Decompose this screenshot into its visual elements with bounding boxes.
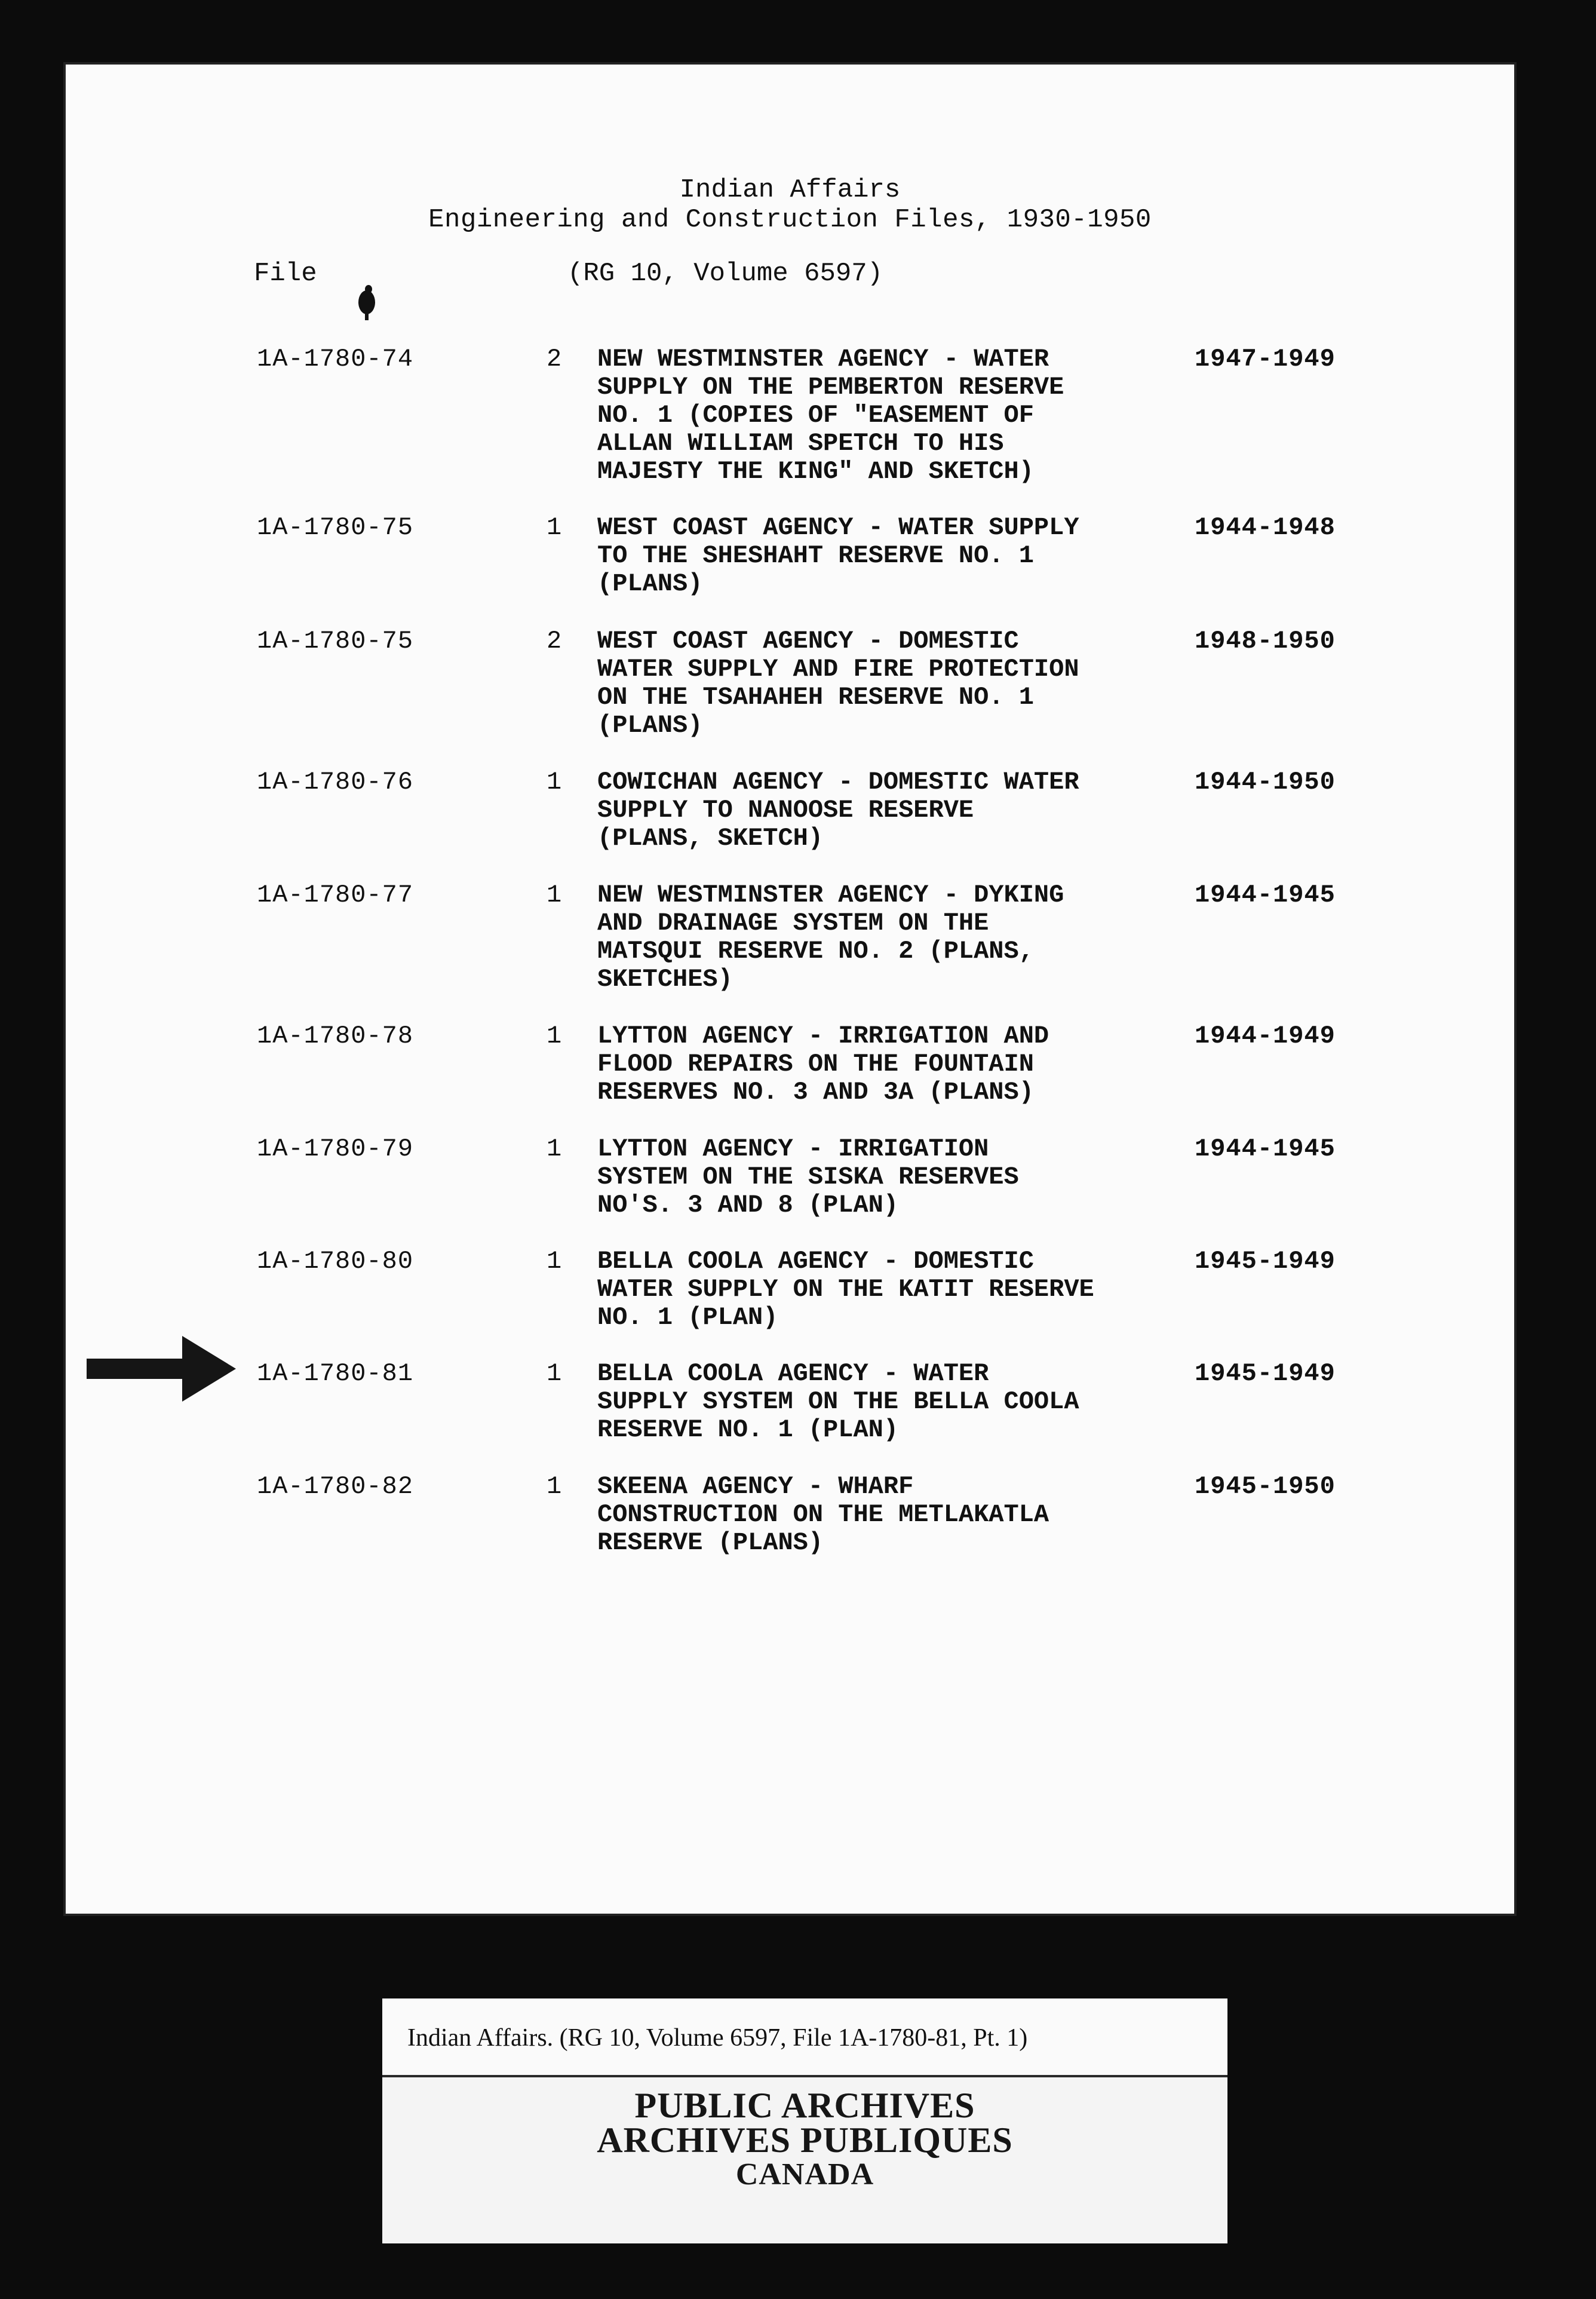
file-description: WEST COAST AGENCY - WATER SUPPLY TO THE SHESHAHT RESERVE NO. 1 (PLANS) — [597, 513, 1079, 598]
file-description: WEST COAST AGENCY - DOMESTIC WATER SUPPLY AND FIRE PROTECTION ON THE TSAHAHEH RESERVE NO. 1 (PLANS) — [597, 627, 1079, 740]
file-number: 1A-1780-75 — [257, 627, 414, 655]
date-range: 1947-1949 — [1195, 345, 1336, 373]
file-description: COWICHAN AGENCY - DOMESTIC WATER SUPPLY TO NANOOSE RESERVE (PLANS, SKETCH) — [597, 768, 1079, 853]
document-sheet — [66, 65, 1514, 1914]
file-description: NEW WESTMINSTER AGENCY - DYKING AND DRAINAGE SYSTEM ON THE MATSQUI RESERVE NO. 2 (PLANS, SKETCHES) — [597, 881, 1064, 994]
record-group-label: (RG 10, Volume 6597) — [567, 259, 883, 289]
part-number: 1 — [547, 1022, 562, 1050]
date-range: 1945-1949 — [1195, 1359, 1336, 1388]
file-description: NEW WESTMINSTER AGENCY - WATER SUPPLY ON THE PEMBERTON RESERVE NO. 1 (COPIES OF "EASEMENT OF ALLAN WILLIAM SPETCH TO HIS MAJESTY THE KING" AND SKETCH) — [597, 345, 1064, 486]
part-number: 1 — [547, 768, 562, 796]
file-number: 1A-1780-74 — [257, 345, 414, 373]
part-number: 1 — [547, 1359, 562, 1388]
file-description: SKEENA AGENCY - WHARF CONSTRUCTION ON THE METLAKATLA RESERVE (PLANS) — [597, 1472, 1049, 1557]
file-number: 1A-1780-82 — [257, 1472, 414, 1501]
file-number: 1A-1780-78 — [257, 1022, 414, 1050]
file-number: 1A-1780-77 — [257, 881, 414, 909]
archive-label — [382, 1998, 1227, 2243]
file-number: 1A-1780-76 — [257, 768, 414, 796]
stamp-line-3: CANADA — [735, 2157, 874, 2191]
part-number: 1 — [547, 1135, 562, 1163]
date-range: 1945-1950 — [1195, 1472, 1336, 1501]
part-number: 2 — [547, 345, 562, 373]
file-number: 1A-1780-79 — [257, 1135, 414, 1163]
title-line-2: Engineering and Construction Files, 1930-1950 — [428, 205, 1152, 235]
file-description: LYTTON AGENCY - IRRIGATION SYSTEM ON THE SISKA RESERVES NO'S. 3 AND 8 (PLAN) — [597, 1135, 1019, 1219]
file-number: 1A-1780-81 — [257, 1359, 414, 1388]
date-range: 1944-1945 — [1195, 881, 1336, 909]
stamp-line-2: ARCHIVES PUBLIQUES — [597, 2120, 1013, 2160]
date-range: 1944-1949 — [1195, 1022, 1336, 1050]
part-number: 1 — [547, 881, 562, 909]
archive-reference: Indian Affairs. (RG 10, Volume 6597, File 1A-1780-81, Pt. 1) — [382, 1998, 1227, 2077]
file-number: 1A-1780-75 — [257, 513, 414, 542]
part-number: 1 — [547, 513, 562, 542]
date-range: 1944-1950 — [1195, 768, 1336, 796]
date-range: 1944-1945 — [1195, 1135, 1336, 1163]
part-number: 2 — [547, 627, 562, 655]
stamp-line-1: PUBLIC ARCHIVES — [634, 2086, 975, 2125]
file-description: BELLA COOLA AGENCY - DOMESTIC WATER SUPPLY ON THE KATIT RESERVE NO. 1 (PLAN) — [597, 1247, 1094, 1332]
arrow-right-icon — [87, 1336, 236, 1402]
date-range: 1948-1950 — [1195, 627, 1336, 655]
date-range: 1944-1948 — [1195, 513, 1336, 542]
part-number: 1 — [547, 1472, 562, 1501]
ink-blot-icon — [355, 284, 378, 321]
file-number: 1A-1780-80 — [257, 1247, 414, 1276]
page-title — [66, 175, 1514, 235]
file-description: LYTTON AGENCY - IRRIGATION AND FLOOD REPAIRS ON THE FOUNTAIN RESERVES NO. 3 AND 3A (PLANS) — [597, 1022, 1049, 1106]
date-range: 1945-1949 — [1195, 1247, 1336, 1276]
archive-stamp — [382, 2088, 1227, 2192]
part-number: 1 — [547, 1247, 562, 1276]
file-description: BELLA COOLA AGENCY - WATER SUPPLY SYSTEM ON THE BELLA COOLA RESERVE NO. 1 (PLAN) — [597, 1359, 1079, 1444]
title-line-1: Indian Affairs — [679, 175, 901, 205]
file-column-label: File — [254, 259, 317, 289]
